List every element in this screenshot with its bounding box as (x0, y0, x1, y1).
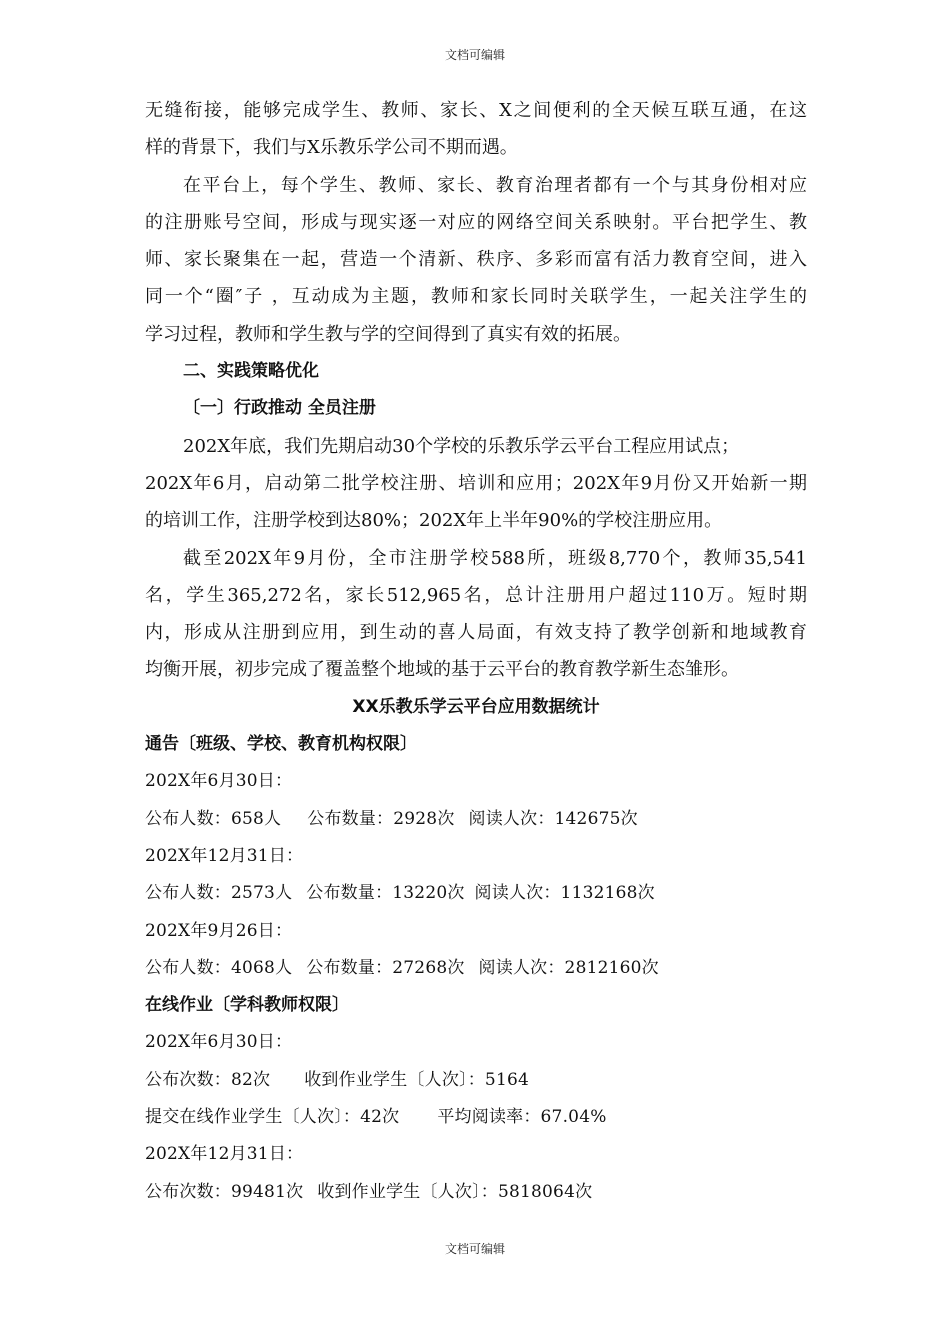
paragraph-line: 内，形成从注册到应用，到生动的喜人局面，有效支持了教学创新和地域教育 (145, 622, 807, 644)
stat-value: 公布次数：99481次 (145, 1181, 304, 1202)
stat-value: 公布数量：27268次 (306, 957, 465, 978)
stat-date: 202X年9月26日： (145, 920, 293, 941)
stat-row (145, 1099, 807, 1136)
paragraph-line: 在平台上，每个学生、教师、家长、教育治理者都有一个与其身份相对应 (183, 174, 807, 196)
stat-value: 阅读人次：2812160次 (478, 957, 659, 978)
document-body (145, 92, 807, 1211)
stats-title: XX乐教乐学云平台应用数据统计 (352, 696, 600, 717)
stat-value: 平均阅读率：67.04% (437, 1107, 607, 1128)
stat-row (145, 875, 807, 912)
section-heading: 二、实践策略优化 (183, 361, 319, 382)
stat-value: 公布人数：658人 (145, 808, 282, 829)
stat-row (145, 801, 807, 838)
stat-date: 202X年12月31日： (145, 845, 304, 866)
paragraph-line: 名，学生365,272名，家长512,965名，总计注册用户超过110万。短时期 (145, 584, 807, 606)
subsection-heading: 〔一〕行政推动 全员注册 (183, 398, 376, 419)
homework-heading: 在线作业〔学科教师权限〕 (145, 995, 349, 1016)
paragraph-line: 师、家长聚集在一起，营造一个清新、秩序、多彩而富有活力教育空间，进入 (145, 249, 807, 271)
stat-date: 202X年6月30日： (145, 771, 293, 792)
stat-value: 收到作业学生〔人次〕：5164 (304, 1069, 529, 1090)
paragraph-line: 的注册账号空间，形成与现实逐一对应的网络空间关系映射。平台把学生、教 (145, 211, 807, 233)
paragraph-line: 截至202X年9月份，全市注册学校588所，班级8,770个，教师35,541 (183, 547, 807, 569)
stat-value: 公布数量：2928次 (307, 808, 455, 829)
stat-row (145, 950, 807, 987)
paragraph-line: 样的背景下，我们与X乐教乐学公司不期而遇。 (145, 137, 518, 159)
stat-value: 公布人数：2573人 (145, 883, 293, 904)
stat-value: 公布人数：4068人 (145, 957, 293, 978)
paragraph-line: 的培训工作，注册学校到达80%；202X年上半年90%的学校注册应用。 (145, 510, 723, 532)
stat-value: 阅读人次：1132168次 (474, 883, 655, 904)
stat-date: 202X年12月31日： (145, 1144, 304, 1165)
paragraph-line: 同一个“圈″子 ，互动成为主题，教师和家长同时关联学生，一起关注学生的 (145, 286, 807, 308)
stat-value: 提交在线作业学生〔人次〕：42次 (145, 1107, 400, 1128)
paragraph-line: 无缝衔接，能够完成学生、教师、家长、X之间便利的全天候互联互通，在这 (145, 100, 807, 121)
notice-heading: 通告〔班级、学校、教育机构权限〕 (145, 734, 417, 755)
paragraph-line: 202X年6月，启动第二批学校注册、培训和应用；202X年9月份又开始新一期 (145, 472, 807, 494)
stat-row (145, 1062, 807, 1099)
stat-value: 阅读人次：142675次 (468, 808, 638, 829)
stat-row (145, 1174, 807, 1211)
page-footer: 文档可编辑 (444, 1242, 505, 1256)
stat-value: 收到作业学生〔人次〕：5818064次 (317, 1181, 593, 1202)
paragraph-line: 学习过程，教师和学生教与学的空间得到了真实有效的拓展。 (145, 323, 631, 345)
page-header: 文档可编辑 (444, 48, 505, 62)
stat-value: 公布次数：82次 (145, 1069, 271, 1090)
paragraph-line: 202X年底，我们先期启动30个学校的乐教乐学云平台工程应用试点； (183, 435, 740, 457)
paragraph-line: 均衡开展，初步完成了覆盖整个地域的基于云平台的教育教学新生态雏形。 (145, 659, 739, 681)
stat-date: 202X年6月30日： (145, 1032, 293, 1053)
stat-value: 公布数量：13220次 (306, 883, 465, 904)
